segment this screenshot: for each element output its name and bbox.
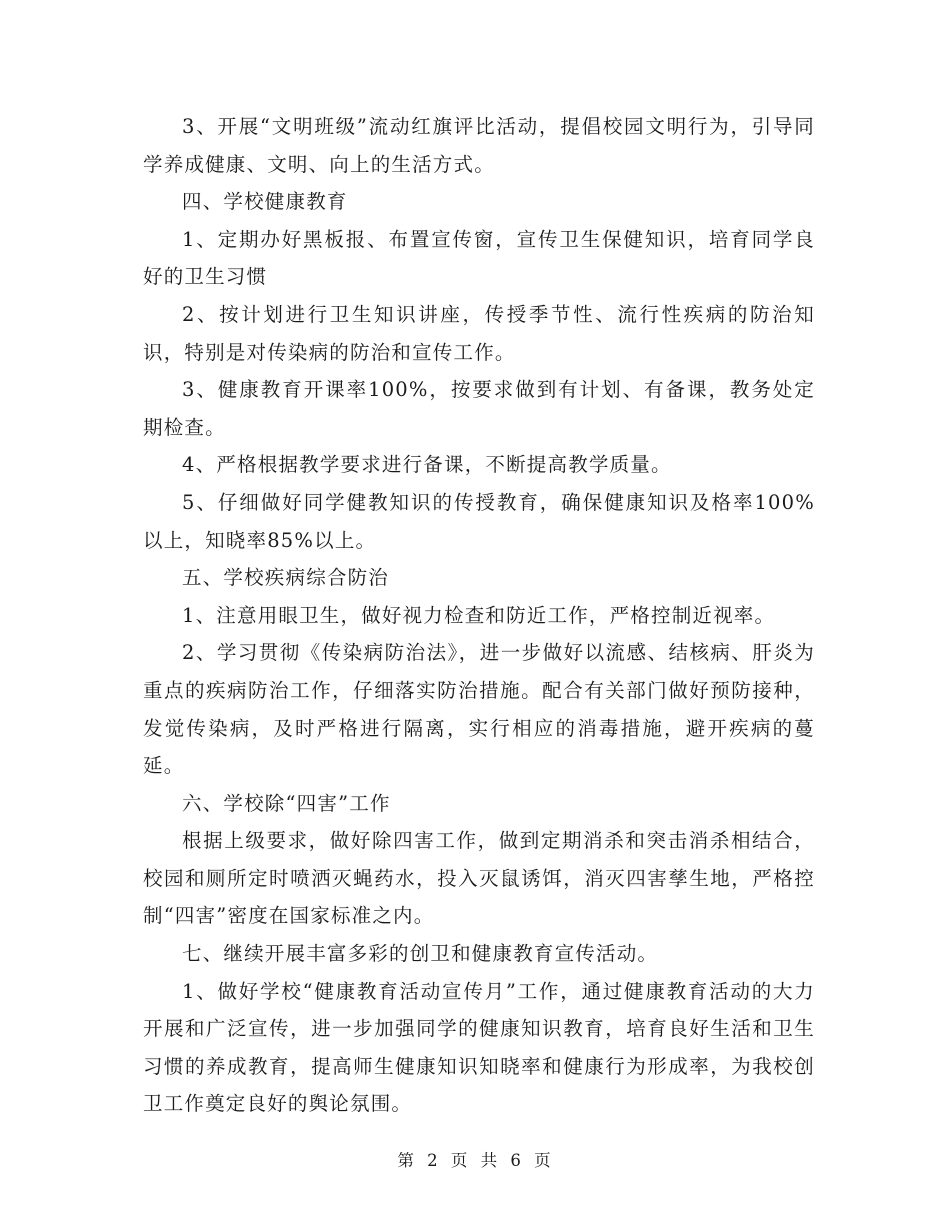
paragraph-activity-red-flag: 3、开展“文明班级”流动红旗评比活动，提倡校园文明行为，引导同学养成健康、文明、向上的生活方式。 (143, 115, 815, 176)
section-heading-disease-prevention: 五、学校疾病综合防治 (182, 566, 390, 590)
paragraph-pest-control: 根据上级要求，做好除四害工作，做到定期消杀和突击消杀相结合，校园和厕所定时喷洒灭蝇药水，投入灭鼠诱饵，消灭四害孳生地，严格控制“四害”密度在国家标准之内。 (143, 829, 815, 928)
paragraph-knowledge-rate: 5、仔细做好同学健教知识的传授教育，确保健康知识及格率100%以上，知晓率85%以上。 (143, 490, 815, 552)
paragraph-eye-care: 1、注意用眼卫生，做好视力检查和防近工作，严格控制近视率。 (182, 603, 776, 627)
paragraph-blackboard: 1、定期办好黑板报、布置宣传窗，宣传卫生保健知识，培育同学良好的卫生习惯 (143, 227, 815, 289)
paragraph-lectures: 2、按计划进行卫生知识讲座，传授季节性、流行性疾病的防治知识，特别是对传染病的防治和宣传工作。 (143, 302, 815, 364)
paragraph-infectious-disease: 2、学习贯彻《传染病防治法》，进一步做好以流感、结核病、肝炎为重点的疾病防治工作，仔细落实防治措施。配合有关部门做好预防接种，发觉传染病，及时严格进行隔离，实行相应的消毒措施，避开疾病的蔓延。 (143, 641, 815, 778)
paragraph-lesson-prep: 4、严格根据教学要求进行备课，不断提高教学质量。 (182, 453, 672, 477)
paragraph-course-rate: 3、健康教育开课率100%，按要求做到有计划、有备课，教务处定期检查。 (143, 378, 815, 439)
document-body (143, 108, 815, 1123)
page-number-footer: 第 2 页 共 6 页 (397, 1151, 553, 1170)
section-heading-campaigns: 七、继续开展丰富多彩的创卫和健康教育宣传活动。 (182, 942, 659, 966)
section-heading-health-education: 四、学校健康教育 (182, 190, 348, 214)
paragraph-health-month: 1、做好学校“健康教育活动宣传月”工作，通过健康教育活动的大力开展和广泛宣传，进一步加强同学的健康知识教育，培育良好生活和卫生习惯的养成教育，提高师生健康知识知晓率和健康行为形成率，为我校创卫工作奠定良好的舆论氛围。 (143, 979, 815, 1116)
section-heading-four-pests: 六、学校除“四害”工作 (182, 791, 391, 815)
